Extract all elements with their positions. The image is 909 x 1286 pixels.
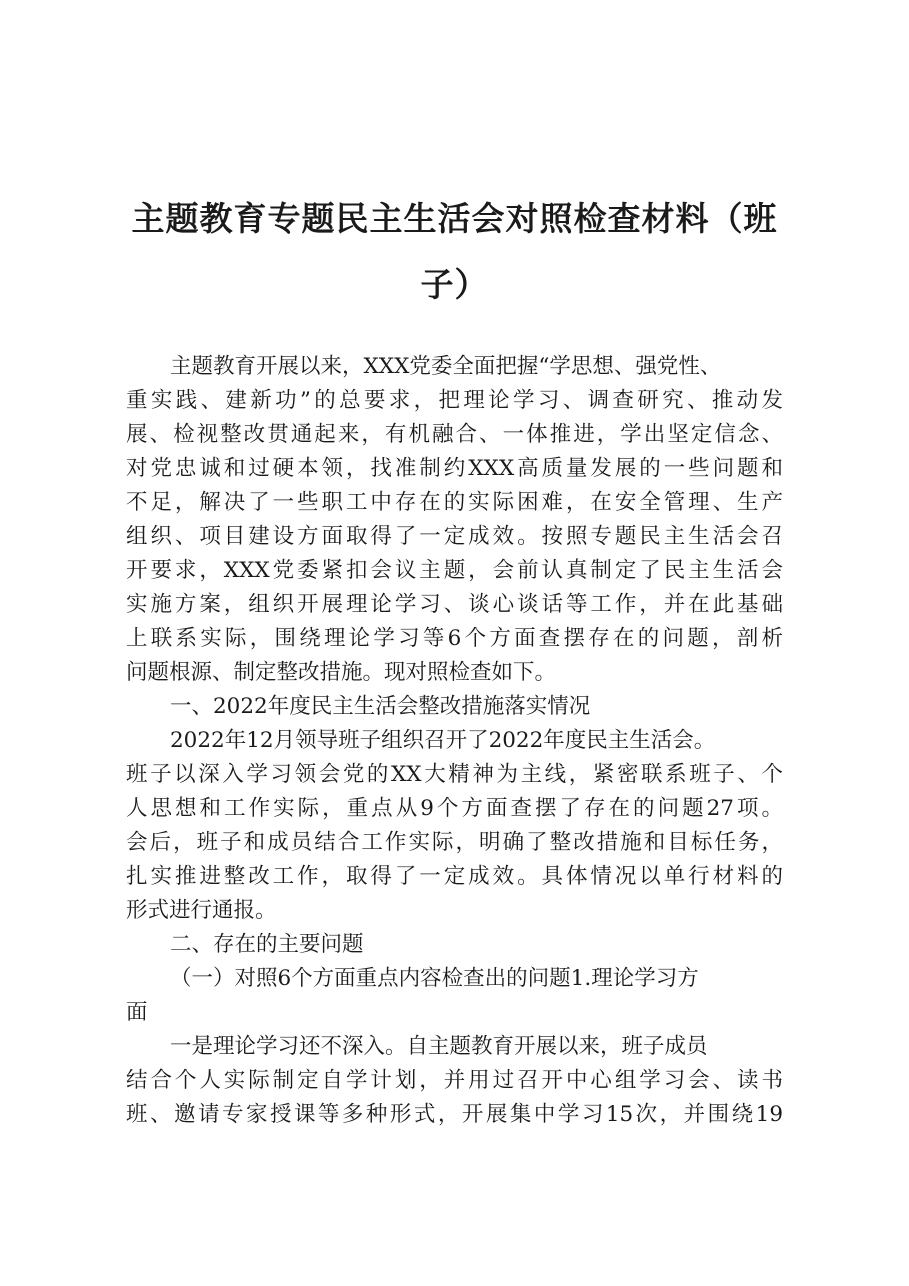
subsection-heading-continued: 面	[126, 1000, 148, 1025]
paragraph-line: 主题教育开展以来，XXX党委全面把握“学思想、强党性、	[170, 354, 722, 379]
subsection-heading: （一）对照6个方面重点内容检查出的问题1.理论学习方	[170, 966, 699, 991]
document-title-line-1: 主题教育专题民主生活会对照检查材料（班	[131, 199, 778, 238]
paragraph-line: 重实践、建新功”的总要求，把理论学习、调查研究、推动发	[126, 388, 783, 413]
section-heading-1: 一、2022年度民主生活会整改措施落实情况	[170, 694, 591, 719]
paragraph-line: 班子以深入学习领会党的XX大精神为主线，紧密联系班子、个	[126, 762, 783, 787]
paragraph-line: 形式进行通报。	[126, 898, 277, 923]
paragraph-line: 开要求，XXX党委紧扣会议主题，会前认真制定了民主生活会	[126, 558, 783, 583]
paragraph-line: 人思想和工作实际，重点从9个方面查摆了存在的问题27项。	[126, 796, 783, 821]
paragraph-line: 2022年12月领导班子组织召开了2022年度民主生活会。	[170, 728, 716, 753]
paragraph-line: 班、邀请专家授课等多种形式，开展集中学习15次，并围绕19	[126, 1102, 783, 1127]
paragraph-line: 实施方案，组织开展理论学习、谈心谈话等工作，并在此基础	[126, 592, 783, 617]
paragraph-line: 对党忠诚和过硬本领，找准制约XXX高质量发展的一些问题和	[126, 456, 783, 481]
paragraph-line: 结合个人实际制定自学计划，并用过召开中心组学习会、读书	[126, 1068, 783, 1093]
section-heading-2: 二、存在的主要问题	[170, 932, 364, 957]
paragraph-line: 一是理论学习还不深入。自主题教育开展以来，班子成员	[170, 1034, 708, 1059]
paragraph-line: 扎实推进整改工作，取得了一定成效。具体情况以单行材料的	[126, 864, 783, 889]
paragraph-line: 展、检视整改贯通起来，有机融合、一体推进，学出坚定信念、	[126, 422, 783, 447]
paragraph-line: 不足，解决了一些职工中存在的实际困难，在安全管理、生产	[126, 490, 783, 515]
paragraph-line: 上联系实际，围绕理论学习等6个方面查摆存在的问题，剖析	[126, 626, 783, 651]
paragraph-line: 会后，班子和成员结合工作实际，明确了整改措施和目标任务，	[126, 830, 783, 855]
document-title-line-2: 子）	[420, 265, 489, 304]
paragraph-line: 问题根源、制定整改措施。现对照检查如下。	[126, 660, 557, 685]
paragraph-line: 组织、项目建设方面取得了一定成效。按照专题民主生活会召	[126, 524, 783, 549]
